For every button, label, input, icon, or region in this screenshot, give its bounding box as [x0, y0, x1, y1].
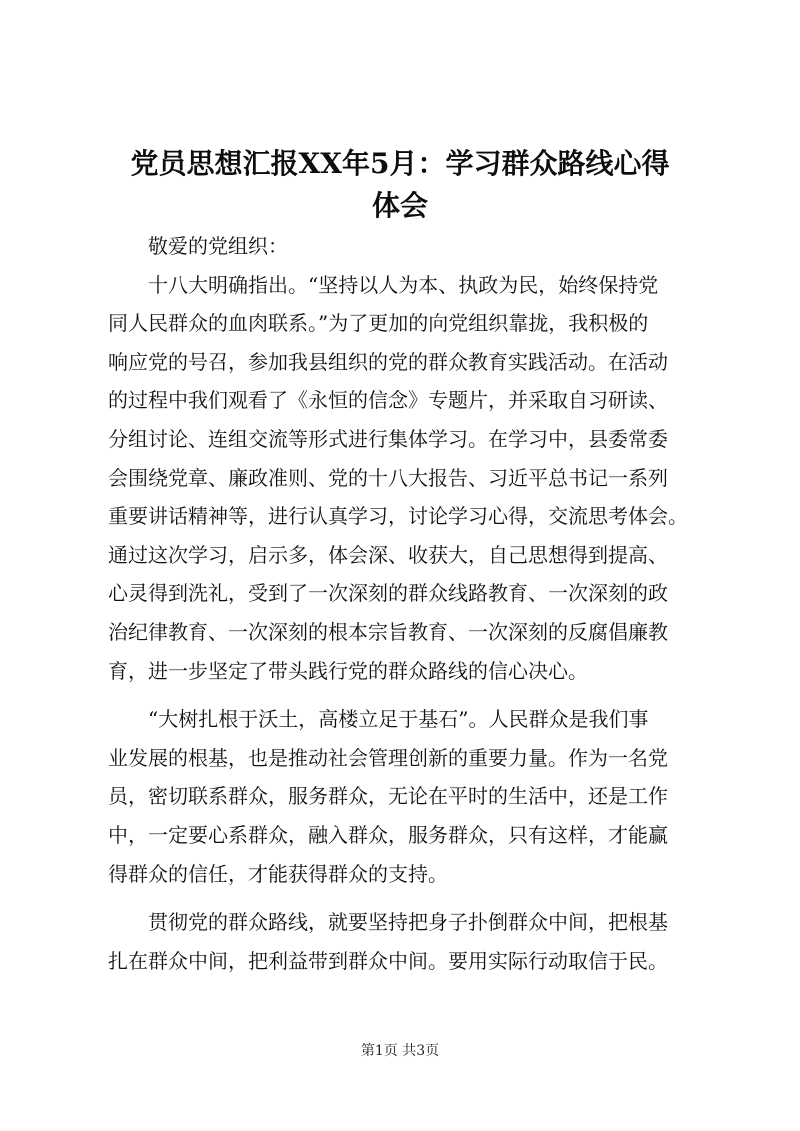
title-line: 党员思想汇报XX年5月：学习群众路线心得	[130, 147, 670, 180]
salutation: 敬爱的党组织：	[148, 234, 288, 258]
paragraph-line: 员，密切联系群众，服务群众，无论在平时的生活中，还是工作	[108, 784, 668, 809]
paragraph-line: 业发展的根基，也是推动社会管理创新的重要力量。作为一名党	[108, 745, 668, 770]
paragraph-line: 治纪律教育、一次深刻的根本宗旨教育、一次深刻的反腐倡廉教	[108, 619, 668, 644]
paragraph-line: 贯彻党的群众路线，就要坚持把身子扑倒群众中间，把根基	[148, 910, 668, 935]
paragraph-3	[108, 903, 716, 980]
paragraph-line: 中，一定要心系群众，融入群众，服务群众，只有这样，才能赢	[108, 822, 668, 847]
paragraph-line: “大树扎根于沃土，高楼立足于基石”。人民群众是我们事	[148, 707, 649, 732]
title-line: 体会	[371, 189, 428, 222]
document-title	[100, 143, 700, 227]
paragraph-line: 会围绕党章、廉政准则、党的十八大报告、习近平总书记一系列	[108, 465, 668, 490]
paragraph-gap	[108, 893, 716, 903]
paragraph-line: 得群众的信任，才能获得群众的支持。	[108, 861, 448, 886]
paragraph-line: 通过这次学习，启示多，体会深、收获大，自己思想得到提高、	[108, 542, 668, 567]
paragraph-line: 十八大明确指出。“坚持以人为本、执政为民，始终保持党	[148, 272, 659, 297]
paragraph-2	[108, 700, 716, 893]
paragraph-line: 响应党的号召，参加我县组织的党的群众教育实践活动。在活动	[108, 349, 668, 374]
paragraph-line: 育，进一步坚定了带头践行党的群众路线的信心决心。	[108, 658, 588, 683]
paragraph-line: 的过程中我们观看了《永恒的信念》专题片，并采取自习研读、	[108, 388, 668, 413]
paragraph-line: 心灵得到洗礼，受到了一次深刻的群众线路教育、一次深刻的政	[108, 581, 668, 606]
page-number: 第1页 共3页	[360, 1043, 440, 1059]
paragraph-line: 扎在群众中间，把利益带到群众中间。要用实际行动取信于民。	[108, 948, 668, 973]
paragraph-line: 同人民群众的血肉联系。”为了更加的向党组织靠拢，我积极的	[108, 311, 649, 336]
paragraph-line: 重要讲话精神等，进行认真学习，讨论学习心得，交流思考体会。	[108, 504, 688, 529]
page-footer	[0, 1041, 800, 1061]
paragraph-line: 分组讨论、连组交流等形式进行集体学习。在学习中，县委常委	[108, 426, 668, 451]
document-body	[108, 227, 716, 980]
paragraph-1	[108, 266, 716, 691]
paragraph-gap	[108, 690, 716, 700]
